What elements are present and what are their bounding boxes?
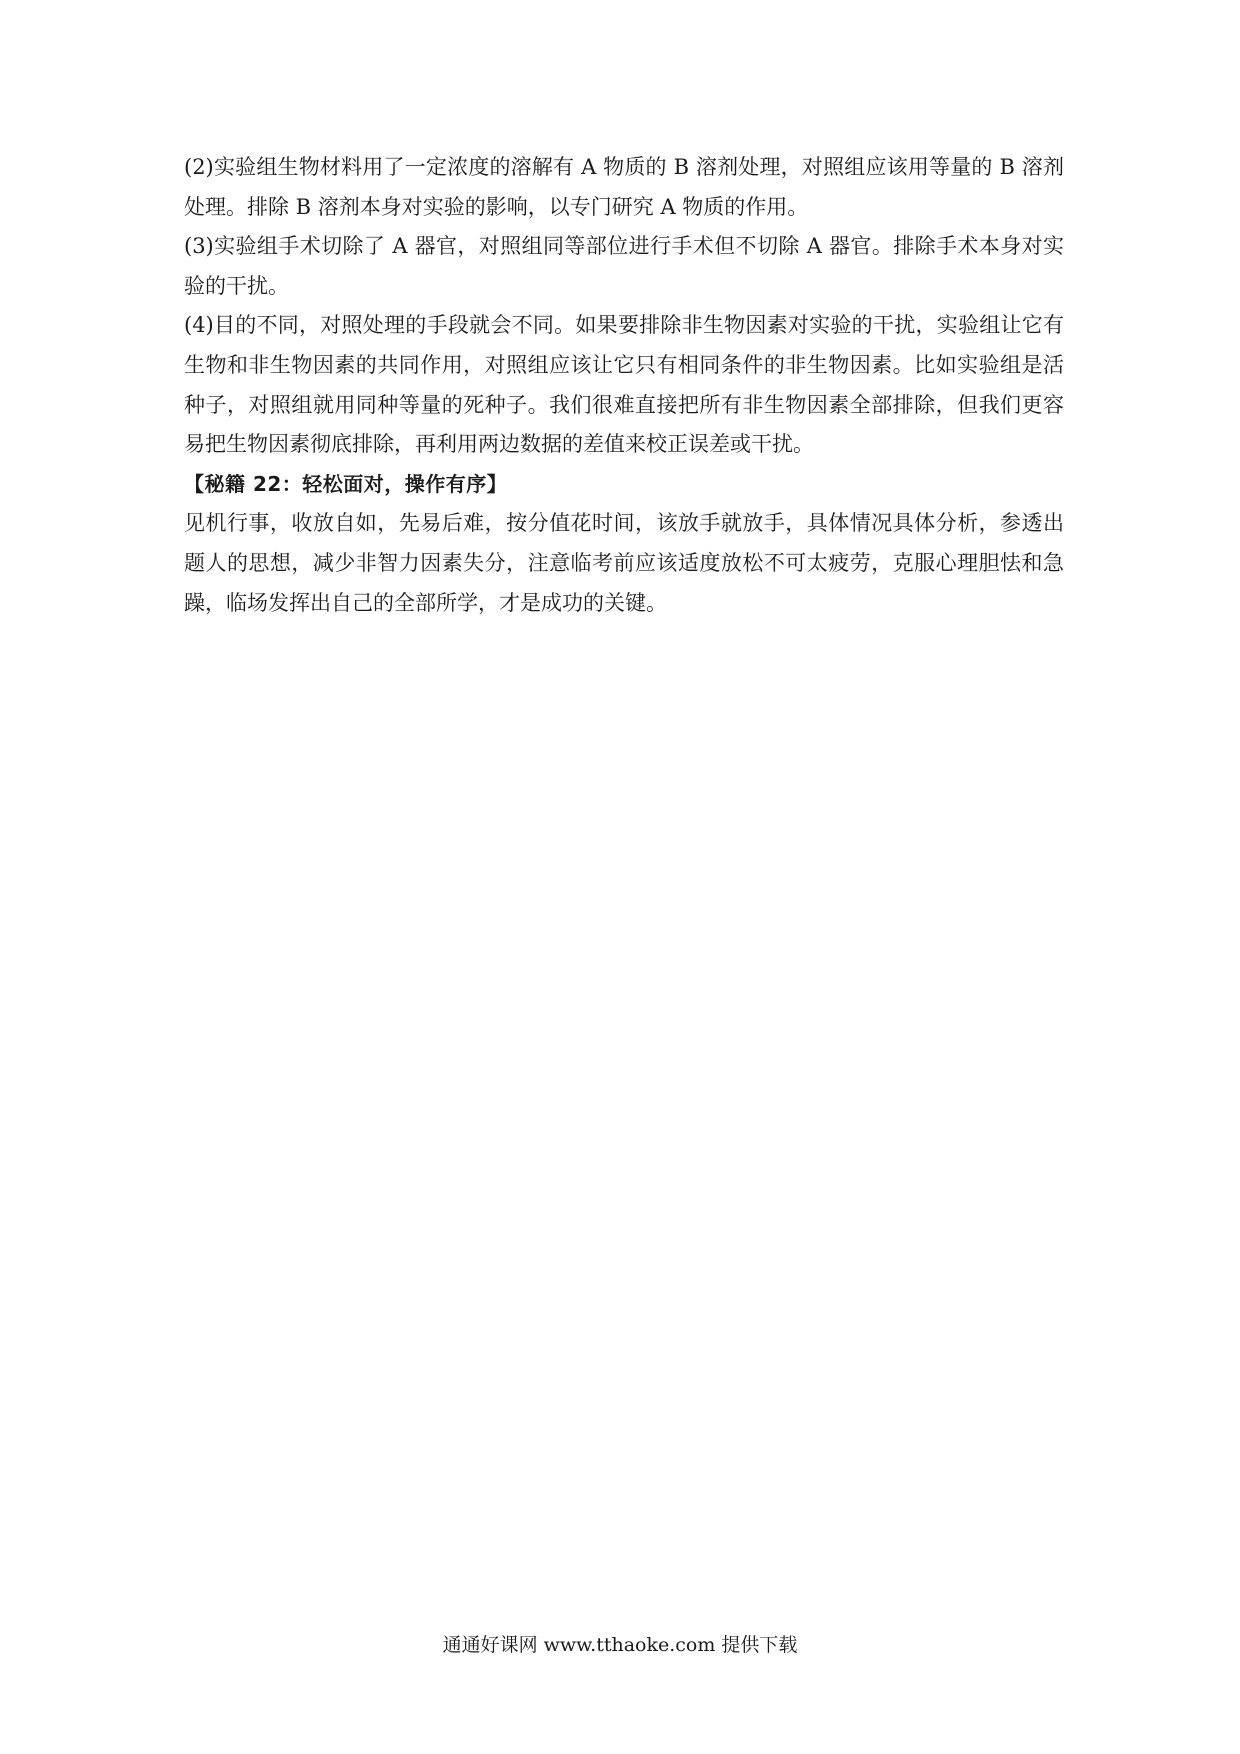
- paragraph-2: (2)实验组生物材料用了一定浓度的溶解有 A 物质的 B 溶剂处理，对照组应该用等量的 B 溶剂处理。排除 B 溶剂本身对实验的影响，以专门研究 A 物质的作用。: [184, 155, 1064, 219]
- document-body: [184, 148, 1064, 623]
- page-footer: 通通好课网 www.tthaoke.com 提供下载: [442, 1634, 798, 1656]
- section-paragraph: 见机行事，收放自如，先易后难，按分值花时间，该放手就放手，具体情况具体分析，参透出题人的思想，减少非智力因素失分，注意临考前应该适度放松不可太疲劳，克服心理胆怯和急躁，临场发挥出自己的全部所学，才是成功的关键。: [184, 511, 1064, 615]
- paragraph-3: (3)实验组手术切除了 A 器官，对照组同等部位进行手术但不切除 A 器官。排除手术本身对实验的干扰。: [184, 234, 1064, 298]
- section-heading: 【秘籍 22：轻松面对，操作有序】: [184, 471, 508, 496]
- paragraph-4: (4)目的不同，对照处理的手段就会不同。如果要排除非生物因素对实验的干扰，实验组让它有生物和非生物因素的共同作用，对照组应该让它只有相同条件的非生物因素。比如实验组是活种子，对照组就用同种等量的死种子。我们很难直接把所有非生物因素全部排除，但我们更容易把生物因素彻底排除，再利用两边数据的差值来校正误差或干扰。: [184, 313, 1064, 457]
